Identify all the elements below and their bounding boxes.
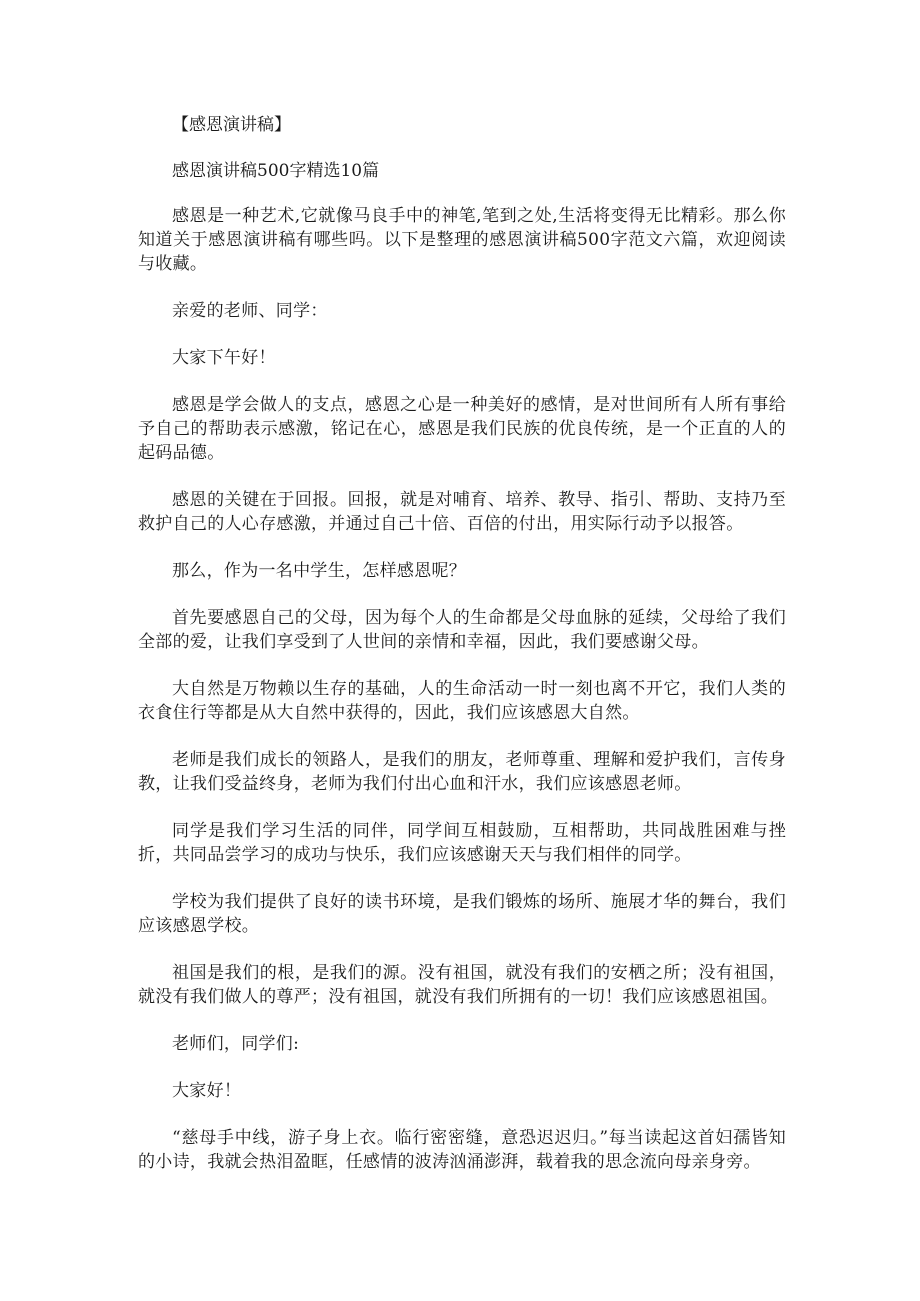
paragraph: 祖国是我们的根，是我们的源。没有祖国，就没有我们的安栖之所；没有祖国，就没有我们做人的尊严；没有祖国，就没有我们所拥有的一切！我们应该感恩祖国。 (138, 963, 786, 1007)
document-title: 【感恩演讲稿】 (172, 115, 291, 135)
paragraph-greeting: 大家好！ (172, 1081, 242, 1101)
paragraph-greeting: 大家下午好！ (172, 348, 276, 368)
document-subtitle: 感恩演讲稿500字精选10篇 (172, 161, 380, 181)
paragraph: 感恩的关键在于回报。回报，就是对哺育、培养、教导、指引、帮助、支持乃至救护自己的人心存感激，并通过自己十倍、百倍的付出，用实际行动予以报答。 (138, 490, 786, 534)
document-body (138, 204, 786, 1197)
paragraph-poem: “慈母手中线，游子身上衣。临行密密缝，意恐迟迟归。”每当读起这首妇孺皆知的小诗，我就会热泪盈眶，任感情的波涛汹涌澎湃，载着我的思念流向母亲身旁。 (138, 1128, 786, 1172)
paragraph: 首先要感恩自己的父母，因为每个人的生命都是父母血脉的延续，父母给了我们全部的爱，让我们享受到了人世间的亲情和幸福，因此，我们要感谢父母。 (138, 608, 786, 652)
paragraph: 同学是我们学习生活的同伴，同学间互相鼓励，互相帮助，共同战胜困难与挫折，共同品尝学习的成功与快乐，我们应该感谢天天与我们相伴的同学。 (138, 821, 786, 865)
paragraph: 老师是我们成长的领路人，是我们的朋友，老师尊重、理解和爱护我们，言传身教，让我们受益终身，老师为我们付出心血和汗水，我们应该感恩老师。 (138, 750, 786, 794)
paragraph-address: 老师们，同学们: (172, 1034, 300, 1054)
paragraph: 那么，作为一名中学生，怎样感恩呢？ (172, 561, 467, 581)
paragraph: 感恩是学会做人的支点，感恩之心是一种美好的感情，是对世间所有人所有事给予自己的帮助表示感激，铭记在心，感恩是我们民族的优良传统，是一个正直的人的起码品德。 (138, 395, 786, 463)
paragraph-intro: 感恩是一种艺术,它就像马良手中的神笔,笔到之处,生活将变得无比精彩。那么你知道关于感恩演讲稿有哪些吗。以下是整理的感恩演讲稿500字范文六篇，欢迎阅读与收藏。 (138, 206, 786, 274)
paragraph: 大自然是万物赖以生存的基础，人的生命活动一时一刻也离不开它，我们人类的衣食住行等都是从大自然中获得的，因此，我们应该感恩大自然。 (138, 679, 786, 723)
paragraph: 学校为我们提供了良好的读书环境，是我们锻炼的场所、施展才华的舞台，我们应该感恩学校。 (138, 892, 786, 936)
paragraph-greeting-address: 亲爱的老师、同学： (172, 301, 328, 321)
